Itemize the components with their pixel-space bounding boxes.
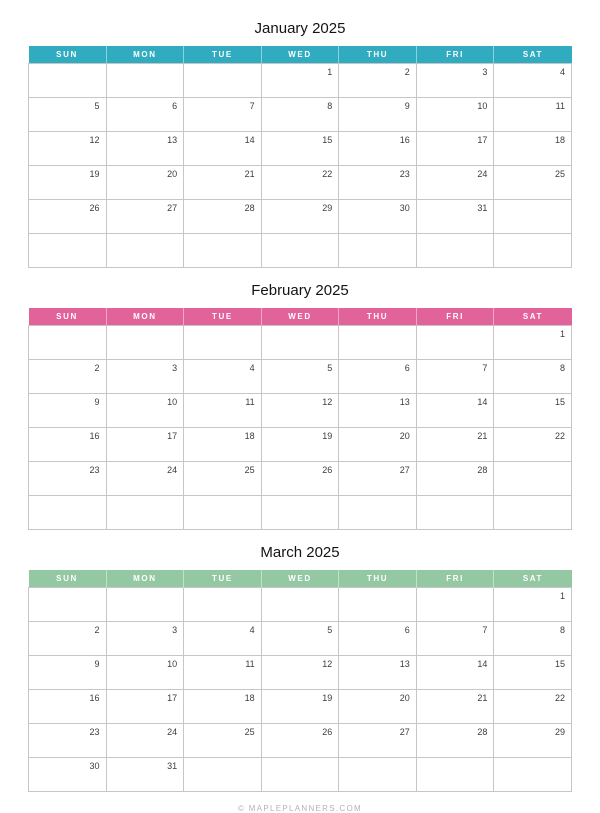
day-cell-7: 7	[184, 98, 262, 132]
week-row	[29, 166, 572, 200]
day-cell-26: 26	[29, 200, 107, 234]
day-cell-empty	[339, 326, 417, 360]
day-cell-empty	[494, 234, 572, 268]
day-cell-20: 20	[339, 690, 417, 724]
day-cell-empty	[339, 234, 417, 268]
day-cell-2: 2	[29, 360, 107, 394]
day-cell-5: 5	[261, 360, 339, 394]
day-cell-21: 21	[416, 690, 494, 724]
copyright-footer: © MAPLEPLANNERS.COM	[238, 804, 362, 813]
day-cell-26: 26	[261, 462, 339, 496]
day-cell-9: 9	[29, 394, 107, 428]
weekday-header-thu: THU	[339, 46, 417, 64]
day-cell-24: 24	[106, 462, 184, 496]
calendar-body	[29, 326, 572, 530]
day-cell-empty	[184, 496, 262, 530]
day-cell-empty	[261, 758, 339, 792]
weekday-header-tue: TUE	[184, 570, 262, 588]
day-cell-14: 14	[184, 132, 262, 166]
day-cell-6: 6	[106, 98, 184, 132]
day-cell-empty	[106, 234, 184, 268]
weekday-header-fri: FRI	[416, 308, 494, 326]
week-row	[29, 98, 572, 132]
weekday-header-sun: SUN	[29, 46, 107, 64]
week-row	[29, 588, 572, 622]
day-cell-27: 27	[106, 200, 184, 234]
weekday-header-tue: TUE	[184, 308, 262, 326]
day-cell-empty	[106, 326, 184, 360]
week-row	[29, 200, 572, 234]
week-row	[29, 656, 572, 690]
day-cell-3: 3	[106, 622, 184, 656]
day-cell-empty	[106, 588, 184, 622]
day-cell-13: 13	[339, 656, 417, 690]
day-cell-31: 31	[106, 758, 184, 792]
day-cell-13: 13	[106, 132, 184, 166]
day-cell-empty	[416, 326, 494, 360]
weekday-header-mon: MON	[106, 570, 184, 588]
day-cell-11: 11	[494, 98, 572, 132]
week-row	[29, 326, 572, 360]
day-cell-empty	[261, 496, 339, 530]
weekday-header-thu: THU	[339, 570, 417, 588]
day-cell-4: 4	[184, 622, 262, 656]
day-cell-empty	[29, 326, 107, 360]
week-row	[29, 622, 572, 656]
day-cell-10: 10	[106, 394, 184, 428]
day-cell-6: 6	[339, 360, 417, 394]
month-calendar-january	[28, 20, 572, 268]
weekday-header-sat: SAT	[494, 308, 572, 326]
day-cell-20: 20	[106, 166, 184, 200]
day-cell-14: 14	[416, 394, 494, 428]
day-cell-16: 16	[339, 132, 417, 166]
weekday-header-row	[29, 308, 572, 326]
weekday-header-fri: FRI	[416, 46, 494, 64]
day-cell-16: 16	[29, 690, 107, 724]
day-cell-7: 7	[416, 360, 494, 394]
day-cell-empty	[339, 758, 417, 792]
day-cell-1: 1	[261, 64, 339, 98]
weekday-header-mon: MON	[106, 46, 184, 64]
week-row	[29, 690, 572, 724]
weekday-header-tue: TUE	[184, 46, 262, 64]
day-cell-5: 5	[261, 622, 339, 656]
day-cell-empty	[184, 588, 262, 622]
day-cell-8: 8	[494, 360, 572, 394]
month-title: March 2025	[260, 544, 340, 561]
month-calendar-march	[28, 544, 572, 792]
day-cell-empty	[416, 758, 494, 792]
day-cell-1: 1	[494, 326, 572, 360]
day-cell-28: 28	[416, 724, 494, 758]
weekday-header-row	[29, 46, 572, 64]
day-cell-empty	[106, 64, 184, 98]
weekday-header-wed: WED	[261, 570, 339, 588]
month-calendar-february	[28, 282, 572, 530]
day-cell-17: 17	[106, 428, 184, 462]
day-cell-30: 30	[29, 758, 107, 792]
calendar-body	[29, 588, 572, 792]
day-cell-19: 19	[261, 428, 339, 462]
day-cell-empty	[261, 588, 339, 622]
day-cell-empty	[494, 496, 572, 530]
day-cell-empty	[29, 496, 107, 530]
day-cell-28: 28	[416, 462, 494, 496]
day-cell-18: 18	[494, 132, 572, 166]
day-cell-24: 24	[106, 724, 184, 758]
day-cell-8: 8	[261, 98, 339, 132]
day-cell-2: 2	[29, 622, 107, 656]
month-title: February 2025	[251, 282, 349, 299]
day-cell-3: 3	[416, 64, 494, 98]
day-cell-27: 27	[339, 462, 417, 496]
day-cell-empty	[494, 462, 572, 496]
day-cell-10: 10	[106, 656, 184, 690]
calendar-body	[29, 64, 572, 268]
day-cell-15: 15	[494, 656, 572, 690]
weekday-header-fri: FRI	[416, 570, 494, 588]
day-cell-19: 19	[261, 690, 339, 724]
week-row	[29, 360, 572, 394]
day-cell-empty	[184, 64, 262, 98]
day-cell-empty	[339, 496, 417, 530]
day-cell-24: 24	[416, 166, 494, 200]
day-cell-12: 12	[29, 132, 107, 166]
day-cell-17: 17	[106, 690, 184, 724]
week-row	[29, 462, 572, 496]
week-row	[29, 758, 572, 792]
day-cell-18: 18	[184, 428, 262, 462]
weekday-header-sun: SUN	[29, 308, 107, 326]
calendar-table	[28, 46, 572, 268]
day-cell-15: 15	[494, 394, 572, 428]
weekday-header-sat: SAT	[494, 570, 572, 588]
day-cell-6: 6	[339, 622, 417, 656]
day-cell-25: 25	[184, 724, 262, 758]
day-cell-11: 11	[184, 394, 262, 428]
day-cell-25: 25	[184, 462, 262, 496]
day-cell-empty	[416, 496, 494, 530]
day-cell-15: 15	[261, 132, 339, 166]
day-cell-5: 5	[29, 98, 107, 132]
day-cell-31: 31	[416, 200, 494, 234]
day-cell-29: 29	[261, 200, 339, 234]
day-cell-22: 22	[494, 690, 572, 724]
day-cell-14: 14	[416, 656, 494, 690]
day-cell-9: 9	[29, 656, 107, 690]
day-cell-empty	[29, 588, 107, 622]
day-cell-empty	[261, 234, 339, 268]
day-cell-4: 4	[494, 64, 572, 98]
week-row	[29, 64, 572, 98]
day-cell-empty	[29, 64, 107, 98]
weekday-header-wed: WED	[261, 308, 339, 326]
day-cell-empty	[416, 234, 494, 268]
day-cell-12: 12	[261, 656, 339, 690]
weekday-header-mon: MON	[106, 308, 184, 326]
day-cell-empty	[106, 496, 184, 530]
day-cell-3: 3	[106, 360, 184, 394]
day-cell-7: 7	[416, 622, 494, 656]
day-cell-23: 23	[29, 724, 107, 758]
day-cell-25: 25	[494, 166, 572, 200]
weekday-header-thu: THU	[339, 308, 417, 326]
day-cell-empty	[339, 588, 417, 622]
weekday-header-sun: SUN	[29, 570, 107, 588]
day-cell-empty	[184, 758, 262, 792]
day-cell-empty	[416, 588, 494, 622]
day-cell-empty	[494, 200, 572, 234]
day-cell-11: 11	[184, 656, 262, 690]
calendar-table	[28, 308, 572, 530]
day-cell-23: 23	[339, 166, 417, 200]
day-cell-12: 12	[261, 394, 339, 428]
week-row	[29, 724, 572, 758]
day-cell-21: 21	[416, 428, 494, 462]
day-cell-8: 8	[494, 622, 572, 656]
day-cell-22: 22	[494, 428, 572, 462]
day-cell-10: 10	[416, 98, 494, 132]
day-cell-empty	[184, 326, 262, 360]
week-row	[29, 394, 572, 428]
week-row	[29, 234, 572, 268]
weekday-header-row	[29, 570, 572, 588]
weekday-header-wed: WED	[261, 46, 339, 64]
day-cell-1: 1	[494, 588, 572, 622]
day-cell-17: 17	[416, 132, 494, 166]
day-cell-22: 22	[261, 166, 339, 200]
week-row	[29, 428, 572, 462]
week-row	[29, 132, 572, 166]
day-cell-empty	[261, 326, 339, 360]
week-row	[29, 496, 572, 530]
day-cell-19: 19	[29, 166, 107, 200]
day-cell-23: 23	[29, 462, 107, 496]
day-cell-20: 20	[339, 428, 417, 462]
day-cell-empty	[494, 758, 572, 792]
day-cell-30: 30	[339, 200, 417, 234]
day-cell-4: 4	[184, 360, 262, 394]
day-cell-27: 27	[339, 724, 417, 758]
day-cell-2: 2	[339, 64, 417, 98]
day-cell-18: 18	[184, 690, 262, 724]
day-cell-13: 13	[339, 394, 417, 428]
day-cell-empty	[184, 234, 262, 268]
day-cell-28: 28	[184, 200, 262, 234]
day-cell-16: 16	[29, 428, 107, 462]
month-title: January 2025	[254, 20, 346, 37]
calendar-table	[28, 570, 572, 792]
day-cell-26: 26	[261, 724, 339, 758]
day-cell-9: 9	[339, 98, 417, 132]
day-cell-empty	[29, 234, 107, 268]
weekday-header-sat: SAT	[494, 46, 572, 64]
day-cell-21: 21	[184, 166, 262, 200]
day-cell-29: 29	[494, 724, 572, 758]
